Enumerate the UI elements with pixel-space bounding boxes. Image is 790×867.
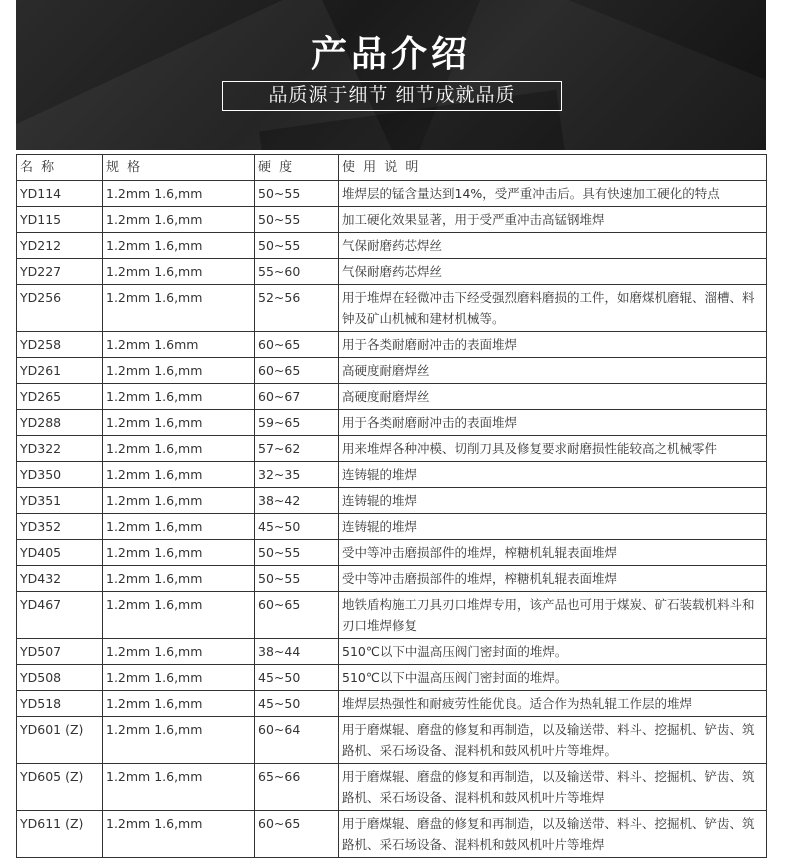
- cell-usage: 高硬度耐磨焊丝: [339, 358, 767, 384]
- cell-spec: 1.2mm 1.6,mm: [103, 540, 255, 566]
- cell-usage: 用来堆焊各种冲模、切削刀具及修复要求耐磨损性能较高之机械零件: [339, 436, 767, 462]
- cell-spec: 1.2mm 1.6,mm: [103, 488, 255, 514]
- cell-spec: 1.2mm 1.6,mm: [103, 410, 255, 436]
- cell-hardness: 65~66: [255, 764, 339, 811]
- cell-model: YD432: [17, 566, 103, 592]
- cell-usage: 受中等冲击磨损部件的堆焊，榨糖机轧辊表面堆焊: [339, 540, 767, 566]
- cell-spec: 1.2mm 1.6,mm: [103, 358, 255, 384]
- cell-hardness: 32~35: [255, 462, 339, 488]
- cell-spec: 1.2mm 1.6,mm: [103, 384, 255, 410]
- cell-model: YD212: [17, 233, 103, 259]
- cell-usage: 高硬度耐磨焊丝: [339, 384, 767, 410]
- table-row: [17, 462, 767, 488]
- cell-model: YD261: [17, 358, 103, 384]
- cell-spec: 1.2mm 1.6,mm: [103, 285, 255, 332]
- table-row: [17, 181, 767, 207]
- cell-model: YD507: [17, 639, 103, 665]
- cell-usage: 受中等冲击磨损部件的堆焊，榨糖机轧辊表面堆焊: [339, 566, 767, 592]
- header-hardness: 硬 度: [255, 155, 339, 181]
- cell-usage: 连铸辊的堆焊: [339, 514, 767, 540]
- cell-spec: 1.2mm 1.6mm: [103, 332, 255, 358]
- table-row: [17, 358, 767, 384]
- cell-hardness: 50~55: [255, 566, 339, 592]
- cell-usage: 510℃以下中温高压阀门密封面的堆焊。: [339, 639, 767, 665]
- cell-model: YD352: [17, 514, 103, 540]
- table-row: [17, 592, 767, 639]
- cell-hardness: 60~65: [255, 592, 339, 639]
- table-row: [17, 259, 767, 285]
- cell-usage: 用于堆焊在轻微冲击下经受强烈磨料磨损的工件，如磨煤机磨辊、溜槽、料钟及矿山机械和建材机械等。: [339, 285, 767, 332]
- cell-usage: 连铸辊的堆焊: [339, 488, 767, 514]
- header-spec: 规 格: [103, 155, 255, 181]
- cell-hardness: 50~55: [255, 181, 339, 207]
- cell-model: YD601 (Z): [17, 717, 103, 764]
- cell-usage: 用于磨煤辊、磨盘的修复和再制造，以及输送带、料斗、挖掘机、铲齿、筑路机、采石场设备、混料机和鼓风机叶片等堆焊: [339, 764, 767, 811]
- cell-model: YD518: [17, 691, 103, 717]
- table-row: [17, 233, 767, 259]
- cell-hardness: 60~64: [255, 717, 339, 764]
- table-row: [17, 332, 767, 358]
- cell-hardness: 50~55: [255, 540, 339, 566]
- cell-hardness: 60~67: [255, 384, 339, 410]
- cell-spec: 1.2mm 1.6,mm: [103, 811, 255, 858]
- cell-model: YD258: [17, 332, 103, 358]
- cell-spec: 1.2mm 1.6,mm: [103, 436, 255, 462]
- product-spec-table: [16, 154, 767, 858]
- cell-model: YD115: [17, 207, 103, 233]
- cell-model: YD256: [17, 285, 103, 332]
- cell-usage: 气保耐磨药芯焊丝: [339, 233, 767, 259]
- cell-usage: 堆焊层的锰含量达到14%，受严重冲击后。具有快速加工硬化的特点: [339, 181, 767, 207]
- cell-spec: 1.2mm 1.6,mm: [103, 764, 255, 811]
- cell-spec: 1.2mm 1.6,mm: [103, 717, 255, 764]
- cell-spec: 1.2mm 1.6,mm: [103, 207, 255, 233]
- cell-spec: 1.2mm 1.6,mm: [103, 462, 255, 488]
- cell-model: YD350: [17, 462, 103, 488]
- table-header-row: [17, 155, 767, 181]
- cell-usage: 510℃以下中温高压阀门密封面的堆焊。: [339, 665, 767, 691]
- cell-model: YD351: [17, 488, 103, 514]
- table-row: [17, 717, 767, 764]
- banner-title: 产品介绍: [310, 34, 471, 75]
- cell-hardness: 57~62: [255, 436, 339, 462]
- table-row: [17, 410, 767, 436]
- cell-spec: 1.2mm 1.6,mm: [103, 691, 255, 717]
- cell-model: YD322: [17, 436, 103, 462]
- cell-usage: 地铁盾构施工刀具刃口堆焊专用，该产品也可用于煤炭、矿石装载机料斗和刃口堆焊修复: [339, 592, 767, 639]
- table-row: [17, 540, 767, 566]
- table-row: [17, 384, 767, 410]
- cell-hardness: 60~65: [255, 358, 339, 384]
- table-row: [17, 514, 767, 540]
- cell-hardness: 52~56: [255, 285, 339, 332]
- cell-model: YD467: [17, 592, 103, 639]
- cell-model: YD265: [17, 384, 103, 410]
- cell-usage: 连铸辊的堆焊: [339, 462, 767, 488]
- cell-spec: 1.2mm 1.6,mm: [103, 566, 255, 592]
- cell-model: YD405: [17, 540, 103, 566]
- cell-model: YD227: [17, 259, 103, 285]
- cell-hardness: 45~50: [255, 514, 339, 540]
- table-row: [17, 764, 767, 811]
- table-row: [17, 436, 767, 462]
- cell-spec: 1.2mm 1.6,mm: [103, 665, 255, 691]
- cell-model: YD508: [17, 665, 103, 691]
- cell-model: YD114: [17, 181, 103, 207]
- cell-spec: 1.2mm 1.6,mm: [103, 181, 255, 207]
- cell-model: YD611 (Z): [17, 811, 103, 858]
- table-row: [17, 811, 767, 858]
- cell-model: YD605 (Z): [17, 764, 103, 811]
- cell-spec: 1.2mm 1.6,mm: [103, 639, 255, 665]
- cell-spec: 1.2mm 1.6,mm: [103, 592, 255, 639]
- cell-hardness: 38~44: [255, 639, 339, 665]
- cell-hardness: 38~42: [255, 488, 339, 514]
- banner-subtitle: 品质源于细节 细节成就品质: [222, 81, 562, 111]
- table-row: [17, 566, 767, 592]
- cell-spec: 1.2mm 1.6,mm: [103, 233, 255, 259]
- cell-usage: 用于磨煤辊、磨盘的修复和再制造，以及输送带、料斗、挖掘机、铲齿、筑路机、采石场设备、混料机和鼓风机叶片等堆焊。: [339, 717, 767, 764]
- header-name: 名 称: [17, 155, 103, 181]
- cell-usage: 用于各类耐磨耐冲击的表面堆焊: [339, 410, 767, 436]
- cell-usage: 用于磨煤辊、磨盘的修复和再制造，以及输送带、料斗、挖掘机、铲齿、筑路机、采石场设备、混料机和鼓风机叶片等堆焊: [339, 811, 767, 858]
- cell-hardness: 55~60: [255, 259, 339, 285]
- cell-hardness: 60~65: [255, 332, 339, 358]
- cell-hardness: 50~55: [255, 233, 339, 259]
- cell-usage: 用于各类耐磨耐冲击的表面堆焊: [339, 332, 767, 358]
- header-usage: 使 用 说 明: [339, 155, 767, 181]
- table-row: [17, 691, 767, 717]
- cell-usage: 堆焊层热强性和耐疲劳性能优良。适合作为热轧辊工作层的堆焊: [339, 691, 767, 717]
- table-row: [17, 639, 767, 665]
- cell-spec: 1.2mm 1.6,mm: [103, 259, 255, 285]
- cell-hardness: 45~50: [255, 691, 339, 717]
- table-row: [17, 207, 767, 233]
- cell-hardness: 45~50: [255, 665, 339, 691]
- cell-usage: 气保耐磨药芯焊丝: [339, 259, 767, 285]
- cell-spec: 1.2mm 1.6,mm: [103, 514, 255, 540]
- cell-hardness: 59~65: [255, 410, 339, 436]
- cell-usage: 加工硬化效果显著，用于受严重冲击高锰钢堆焊: [339, 207, 767, 233]
- header-banner: [16, 0, 766, 150]
- cell-hardness: 50~55: [255, 207, 339, 233]
- table-row: [17, 285, 767, 332]
- table-row: [17, 665, 767, 691]
- table-row: [17, 488, 767, 514]
- cell-hardness: 60~65: [255, 811, 339, 858]
- cell-model: YD288: [17, 410, 103, 436]
